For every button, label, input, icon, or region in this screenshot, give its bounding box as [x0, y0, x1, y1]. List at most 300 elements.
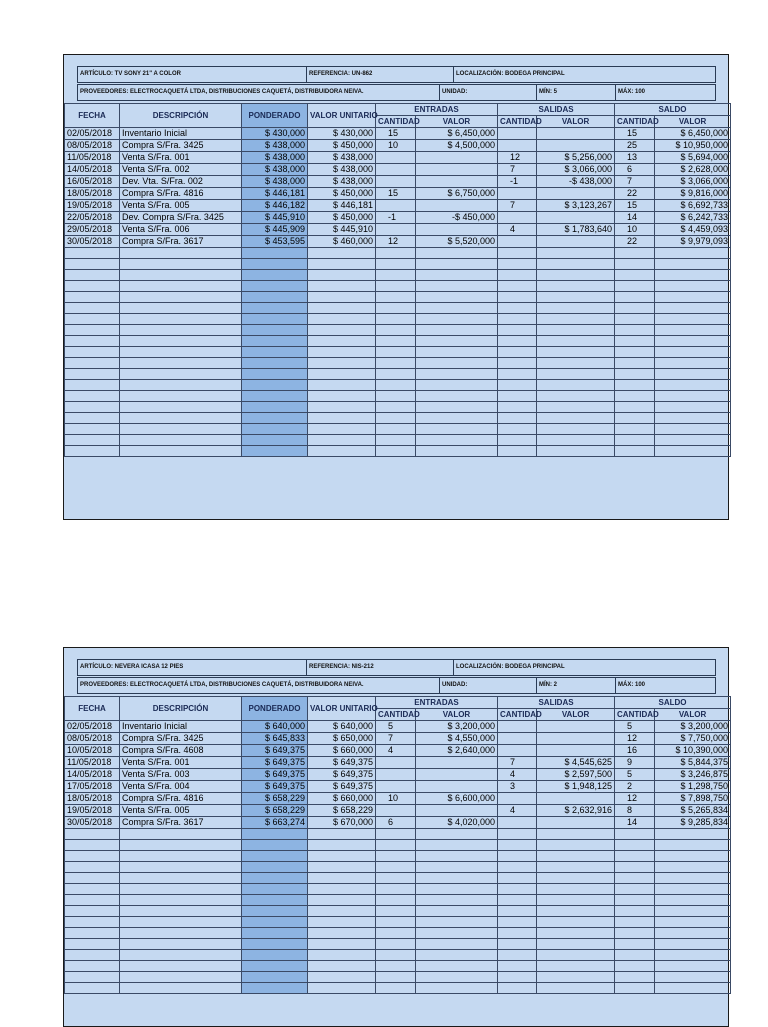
cell-saldo-valor: $ 10,390,000 — [655, 745, 731, 757]
cell-valor-unitario: $ 650,000 — [308, 733, 376, 745]
empty-row — [65, 369, 731, 380]
cell-entradas-valor — [416, 884, 498, 895]
cell-salidas-cantidad — [498, 446, 537, 457]
cell-salidas-valor — [537, 424, 615, 435]
cell-salidas-cantidad — [498, 248, 537, 259]
cell-fecha — [65, 939, 120, 950]
unidad-field: UNIDAD: — [439, 678, 536, 693]
cell-ponderado: $ 446,182 — [242, 200, 308, 212]
table-row — [65, 817, 731, 829]
cell-valor-unitario: $ 649,375 — [308, 781, 376, 793]
cell-entradas-cantidad — [376, 270, 416, 281]
cell-descripcion — [120, 424, 242, 435]
empty-row — [65, 380, 731, 391]
cell-salidas-cantidad: 4 — [498, 224, 537, 236]
cell-saldo-valor — [655, 983, 731, 994]
cell-fecha — [65, 292, 120, 303]
cell-saldo-cantidad — [615, 270, 655, 281]
cell-saldo-valor: $ 3,066,000 — [655, 176, 731, 188]
cell-ponderado — [242, 884, 308, 895]
cell-entradas-cantidad: 4 — [376, 745, 416, 757]
cell-ponderado — [242, 840, 308, 851]
cell-saldo-valor — [655, 336, 731, 347]
cell-entradas-cantidad: 6 — [376, 817, 416, 829]
cell-salidas-cantidad — [498, 793, 537, 805]
cell-saldo-valor — [655, 928, 731, 939]
cell-saldo-cantidad: 15 — [615, 128, 655, 140]
cell-entradas-valor — [416, 336, 498, 347]
col-salidas: SALIDAS — [498, 697, 615, 709]
cell-ponderado — [242, 950, 308, 961]
cell-entradas-valor: $ 2,640,000 — [416, 745, 498, 757]
cell-valor-unitario — [308, 369, 376, 380]
cell-salidas-cantidad — [498, 895, 537, 906]
table-row — [65, 140, 731, 152]
cell-fecha — [65, 424, 120, 435]
cell-salidas-cantidad — [498, 721, 537, 733]
cell-ponderado: $ 658,229 — [242, 805, 308, 817]
cell-salidas-cantidad — [498, 391, 537, 402]
cell-valor-unitario — [308, 248, 376, 259]
table-row — [65, 745, 731, 757]
cell-saldo-cantidad: 22 — [615, 188, 655, 200]
cell-entradas-valor — [416, 972, 498, 983]
cell-salidas-cantidad — [498, 236, 537, 248]
cell-entradas-valor — [416, 248, 498, 259]
cell-saldo-valor — [655, 314, 731, 325]
cell-descripcion: Venta S/Fra. 006 — [120, 224, 242, 236]
empty-row — [65, 435, 731, 446]
cell-entradas-valor: -$ 450,000 — [416, 212, 498, 224]
cell-salidas-cantidad — [498, 402, 537, 413]
cell-fecha: 18/05/2018 — [65, 793, 120, 805]
kardex-body — [65, 721, 731, 994]
cell-descripcion: Compra S/Fra. 3425 — [120, 140, 242, 152]
cell-saldo-valor: $ 5,265,834 — [655, 805, 731, 817]
cell-descripcion — [120, 270, 242, 281]
cell-salidas-valor — [537, 369, 615, 380]
cell-salidas-valor — [537, 236, 615, 248]
cell-descripcion — [120, 961, 242, 972]
cell-descripcion: Venta S/Fra. 005 — [120, 805, 242, 817]
cell-fecha: 10/05/2018 — [65, 745, 120, 757]
cell-descripcion: Compra S/Fra. 3425 — [120, 733, 242, 745]
cell-salidas-valor: $ 4,545,625 — [537, 757, 615, 769]
cell-salidas-cantidad: 4 — [498, 805, 537, 817]
cell-salidas-cantidad — [498, 380, 537, 391]
cell-descripcion — [120, 884, 242, 895]
empty-row — [65, 325, 731, 336]
cell-entradas-valor — [416, 961, 498, 972]
cell-valor-unitario — [308, 928, 376, 939]
cell-fecha — [65, 928, 120, 939]
cell-entradas-valor — [416, 402, 498, 413]
empty-row — [65, 281, 731, 292]
cell-ponderado — [242, 380, 308, 391]
cell-valor-unitario — [308, 391, 376, 402]
cell-descripcion: Venta S/Fra. 004 — [120, 781, 242, 793]
cell-saldo-cantidad — [615, 884, 655, 895]
cell-entradas-cantidad — [376, 424, 416, 435]
cell-saldo-cantidad — [615, 402, 655, 413]
sub-valor: VALOR — [655, 116, 731, 128]
cell-salidas-cantidad — [498, 413, 537, 424]
cell-ponderado — [242, 961, 308, 972]
cell-ponderado — [242, 424, 308, 435]
cell-valor-unitario: $ 649,375 — [308, 757, 376, 769]
cell-salidas-cantidad: -1 — [498, 176, 537, 188]
cell-saldo-cantidad — [615, 840, 655, 851]
articulo-field: ARTÍCULO: TV SONY 21" A COLOR — [80, 71, 181, 77]
cell-entradas-cantidad — [376, 200, 416, 212]
cell-fecha — [65, 950, 120, 961]
cell-ponderado: $ 645,833 — [242, 733, 308, 745]
cell-saldo-valor — [655, 281, 731, 292]
cell-entradas-cantidad: 10 — [376, 793, 416, 805]
cell-entradas-cantidad — [376, 840, 416, 851]
cell-descripcion — [120, 292, 242, 303]
cell-descripcion: Venta S/Fra. 002 — [120, 164, 242, 176]
cell-entradas-cantidad — [376, 435, 416, 446]
cell-ponderado: $ 658,229 — [242, 793, 308, 805]
cell-saldo-cantidad: 8 — [615, 805, 655, 817]
cell-entradas-cantidad — [376, 928, 416, 939]
cell-fecha — [65, 281, 120, 292]
cell-descripcion: Inventario Inicial — [120, 721, 242, 733]
cell-ponderado: $ 445,910 — [242, 212, 308, 224]
cell-fecha — [65, 314, 120, 325]
kardex-card-nevera — [63, 647, 729, 1027]
cell-valor-unitario: $ 658,229 — [308, 805, 376, 817]
cell-ponderado: $ 649,375 — [242, 769, 308, 781]
table-row — [65, 781, 731, 793]
cell-saldo-cantidad — [615, 446, 655, 457]
sub-valor: VALOR — [537, 116, 615, 128]
cell-saldo-valor: $ 9,979,093 — [655, 236, 731, 248]
cell-ponderado — [242, 347, 308, 358]
cell-entradas-cantidad: 12 — [376, 236, 416, 248]
cell-fecha — [65, 829, 120, 840]
cell-saldo-valor: $ 2,628,000 — [655, 164, 731, 176]
cell-ponderado: $ 438,000 — [242, 140, 308, 152]
cell-fecha: 16/05/2018 — [65, 176, 120, 188]
cell-saldo-cantidad: 22 — [615, 236, 655, 248]
cell-fecha — [65, 347, 120, 358]
cell-saldo-cantidad — [615, 961, 655, 972]
cell-saldo-cantidad — [615, 873, 655, 884]
empty-row — [65, 873, 731, 884]
cell-entradas-valor — [416, 292, 498, 303]
cell-valor-unitario — [308, 314, 376, 325]
cell-saldo-valor — [655, 851, 731, 862]
cell-saldo-cantidad: 5 — [615, 769, 655, 781]
cell-salidas-valor — [537, 961, 615, 972]
empty-row — [65, 413, 731, 424]
cell-entradas-valor — [416, 314, 498, 325]
cell-descripcion — [120, 983, 242, 994]
cell-ponderado — [242, 369, 308, 380]
cell-fecha — [65, 248, 120, 259]
cell-salidas-valor — [537, 391, 615, 402]
cell-valor-unitario: $ 450,000 — [308, 212, 376, 224]
cell-salidas-cantidad: 12 — [498, 152, 537, 164]
cell-salidas-cantidad — [498, 939, 537, 950]
cell-saldo-cantidad — [615, 292, 655, 303]
cell-entradas-valor — [416, 224, 498, 236]
cell-ponderado — [242, 917, 308, 928]
cell-ponderado: $ 640,000 — [242, 721, 308, 733]
cell-salidas-cantidad — [498, 829, 537, 840]
col-entradas: ENTRADAS — [376, 697, 498, 709]
cell-salidas-cantidad — [498, 270, 537, 281]
cell-entradas-cantidad — [376, 176, 416, 188]
cell-valor-unitario — [308, 402, 376, 413]
cell-entradas-cantidad — [376, 152, 416, 164]
cell-salidas-cantidad — [498, 336, 537, 347]
cell-salidas-cantidad — [498, 212, 537, 224]
empty-row — [65, 906, 731, 917]
cell-descripcion — [120, 380, 242, 391]
cell-ponderado — [242, 928, 308, 939]
cell-entradas-valor — [416, 873, 498, 884]
cell-entradas-valor: $ 3,200,000 — [416, 721, 498, 733]
cell-entradas-valor — [416, 380, 498, 391]
cell-saldo-valor: $ 7,750,000 — [655, 733, 731, 745]
cell-valor-unitario — [308, 270, 376, 281]
cell-valor-unitario — [308, 862, 376, 873]
cell-valor-unitario: $ 438,000 — [308, 152, 376, 164]
cell-fecha — [65, 380, 120, 391]
cell-salidas-cantidad — [498, 128, 537, 140]
cell-fecha: 22/05/2018 — [65, 212, 120, 224]
cell-valor-unitario — [308, 336, 376, 347]
cell-saldo-valor — [655, 424, 731, 435]
cell-ponderado — [242, 983, 308, 994]
cell-ponderado: $ 430,000 — [242, 128, 308, 140]
cell-salidas-valor — [537, 950, 615, 961]
cell-salidas-valor — [537, 435, 615, 446]
cell-ponderado — [242, 939, 308, 950]
empty-row — [65, 292, 731, 303]
cell-salidas-cantidad — [498, 314, 537, 325]
cell-ponderado — [242, 325, 308, 336]
cell-saldo-cantidad: 14 — [615, 212, 655, 224]
cell-saldo-valor — [655, 435, 731, 446]
col-salidas: SALIDAS — [498, 104, 615, 116]
cell-saldo-valor — [655, 917, 731, 928]
cell-descripcion — [120, 281, 242, 292]
cell-fecha — [65, 884, 120, 895]
cell-entradas-valor — [416, 358, 498, 369]
cell-entradas-cantidad — [376, 402, 416, 413]
cell-entradas-valor — [416, 347, 498, 358]
cell-saldo-cantidad — [615, 972, 655, 983]
cell-ponderado — [242, 873, 308, 884]
cell-saldo-cantidad — [615, 917, 655, 928]
cell-ponderado — [242, 829, 308, 840]
cell-saldo-valor: $ 3,200,000 — [655, 721, 731, 733]
cell-descripcion — [120, 369, 242, 380]
cell-salidas-cantidad — [498, 435, 537, 446]
cell-entradas-valor — [416, 895, 498, 906]
cell-entradas-cantidad — [376, 829, 416, 840]
cell-entradas-valor — [416, 152, 498, 164]
card-header-row-1 — [77, 66, 716, 83]
cell-entradas-cantidad: -1 — [376, 212, 416, 224]
col-entradas: ENTRADAS — [376, 104, 498, 116]
cell-salidas-cantidad — [498, 884, 537, 895]
cell-salidas-valor — [537, 793, 615, 805]
cell-descripcion — [120, 325, 242, 336]
cell-entradas-cantidad — [376, 972, 416, 983]
cell-salidas-valor — [537, 873, 615, 884]
cell-saldo-valor — [655, 413, 731, 424]
cell-valor-unitario: $ 660,000 — [308, 793, 376, 805]
cell-saldo-cantidad — [615, 939, 655, 950]
cell-saldo-cantidad: 9 — [615, 757, 655, 769]
col-saldo: SALDO — [615, 104, 731, 116]
cell-valor-unitario — [308, 325, 376, 336]
cell-descripcion — [120, 928, 242, 939]
cell-salidas-cantidad: 7 — [498, 164, 537, 176]
cell-entradas-valor: $ 6,750,000 — [416, 188, 498, 200]
cell-fecha — [65, 325, 120, 336]
cell-saldo-valor — [655, 829, 731, 840]
sub-cantidad: CANTIDAD — [498, 709, 537, 721]
cell-salidas-valor — [537, 270, 615, 281]
cell-salidas-cantidad — [498, 303, 537, 314]
col-descripcion: DESCRIPCIÓN — [120, 697, 242, 721]
cell-entradas-cantidad — [376, 325, 416, 336]
cell-salidas-cantidad — [498, 259, 537, 270]
cell-fecha — [65, 358, 120, 369]
cell-fecha: 02/05/2018 — [65, 128, 120, 140]
cell-saldo-cantidad: 16 — [615, 745, 655, 757]
cell-fecha — [65, 862, 120, 873]
cell-saldo-cantidad — [615, 950, 655, 961]
cell-descripcion: Venta S/Fra. 005 — [120, 200, 242, 212]
empty-row — [65, 928, 731, 939]
cell-entradas-valor — [416, 757, 498, 769]
cell-salidas-valor: $ 2,597,500 — [537, 769, 615, 781]
table-row — [65, 152, 731, 164]
empty-row — [65, 347, 731, 358]
cell-fecha — [65, 303, 120, 314]
cell-entradas-valor — [416, 369, 498, 380]
cell-entradas-valor — [416, 325, 498, 336]
localizacion-field: LOCALIZACIÓN: BODEGA PRINCIPAL — [453, 660, 715, 675]
empty-row — [65, 961, 731, 972]
cell-ponderado — [242, 906, 308, 917]
cell-salidas-valor — [537, 188, 615, 200]
cell-salidas-cantidad — [498, 851, 537, 862]
cell-entradas-valor — [416, 862, 498, 873]
col-fecha: FECHA — [65, 697, 120, 721]
cell-ponderado — [242, 446, 308, 457]
cell-entradas-cantidad: 5 — [376, 721, 416, 733]
empty-row — [65, 314, 731, 325]
cell-salidas-cantidad — [498, 961, 537, 972]
cell-salidas-valor — [537, 325, 615, 336]
cell-saldo-valor — [655, 873, 731, 884]
referencia-field: REFERENCIA: UN-862 — [306, 67, 453, 82]
col-valor-unitario: VALOR UNITARIO — [308, 697, 376, 721]
cell-salidas-valor — [537, 840, 615, 851]
cell-fecha — [65, 895, 120, 906]
cell-fecha — [65, 961, 120, 972]
cell-entradas-cantidad — [376, 347, 416, 358]
cell-entradas-cantidad — [376, 862, 416, 873]
cell-entradas-valor — [416, 200, 498, 212]
cell-descripcion: Venta S/Fra. 003 — [120, 769, 242, 781]
cell-saldo-valor — [655, 402, 731, 413]
cell-salidas-valor — [537, 402, 615, 413]
table-row — [65, 164, 731, 176]
cell-saldo-cantidad — [615, 347, 655, 358]
cell-salidas-valor — [537, 281, 615, 292]
cell-entradas-valor — [416, 391, 498, 402]
cell-saldo-valor: $ 9,285,834 — [655, 817, 731, 829]
cell-saldo-cantidad — [615, 851, 655, 862]
cell-salidas-valor — [537, 733, 615, 745]
cell-entradas-valor — [416, 435, 498, 446]
cell-descripcion — [120, 895, 242, 906]
cell-valor-unitario — [308, 303, 376, 314]
cell-saldo-cantidad: 5 — [615, 721, 655, 733]
cell-salidas-valor — [537, 983, 615, 994]
cell-saldo-cantidad: 10 — [615, 224, 655, 236]
cell-descripcion — [120, 248, 242, 259]
cell-fecha: 14/05/2018 — [65, 769, 120, 781]
cell-fecha: 11/05/2018 — [65, 152, 120, 164]
cell-valor-unitario: $ 450,000 — [308, 140, 376, 152]
empty-row — [65, 303, 731, 314]
cell-saldo-cantidad — [615, 325, 655, 336]
cell-descripcion: Compra S/Fra. 4608 — [120, 745, 242, 757]
cell-salidas-valor — [537, 248, 615, 259]
cell-salidas-valor — [537, 939, 615, 950]
proveedores-field: PROVEEDORES: ELECTROCAQUETÁ LTDA, DISTRIBUCIONES CAQUETÁ, DISTRIBUIDORA NEIVA. — [80, 89, 364, 95]
cell-entradas-cantidad — [376, 259, 416, 270]
table-row — [65, 236, 731, 248]
empty-row — [65, 983, 731, 994]
cell-salidas-valor — [537, 358, 615, 369]
cell-salidas-valor — [537, 314, 615, 325]
cell-saldo-valor — [655, 369, 731, 380]
cell-fecha: 29/05/2018 — [65, 224, 120, 236]
unidad-field: UNIDAD: — [439, 85, 536, 100]
cell-salidas-cantidad: 7 — [498, 200, 537, 212]
cell-ponderado — [242, 391, 308, 402]
cell-valor-unitario: $ 438,000 — [308, 164, 376, 176]
cell-ponderado — [242, 248, 308, 259]
cell-fecha: 19/05/2018 — [65, 805, 120, 817]
cell-descripcion — [120, 950, 242, 961]
cell-valor-unitario — [308, 939, 376, 950]
cell-fecha — [65, 402, 120, 413]
cell-entradas-cantidad — [376, 950, 416, 961]
cell-descripcion: Compra S/Fra. 4816 — [120, 188, 242, 200]
cell-entradas-cantidad — [376, 369, 416, 380]
cell-descripcion — [120, 917, 242, 928]
cell-entradas-cantidad — [376, 358, 416, 369]
cell-valor-unitario — [308, 972, 376, 983]
cell-salidas-cantidad — [498, 140, 537, 152]
cell-salidas-valor — [537, 140, 615, 152]
cell-entradas-cantidad — [376, 413, 416, 424]
cell-fecha: 14/05/2018 — [65, 164, 120, 176]
cell-entradas-cantidad — [376, 983, 416, 994]
